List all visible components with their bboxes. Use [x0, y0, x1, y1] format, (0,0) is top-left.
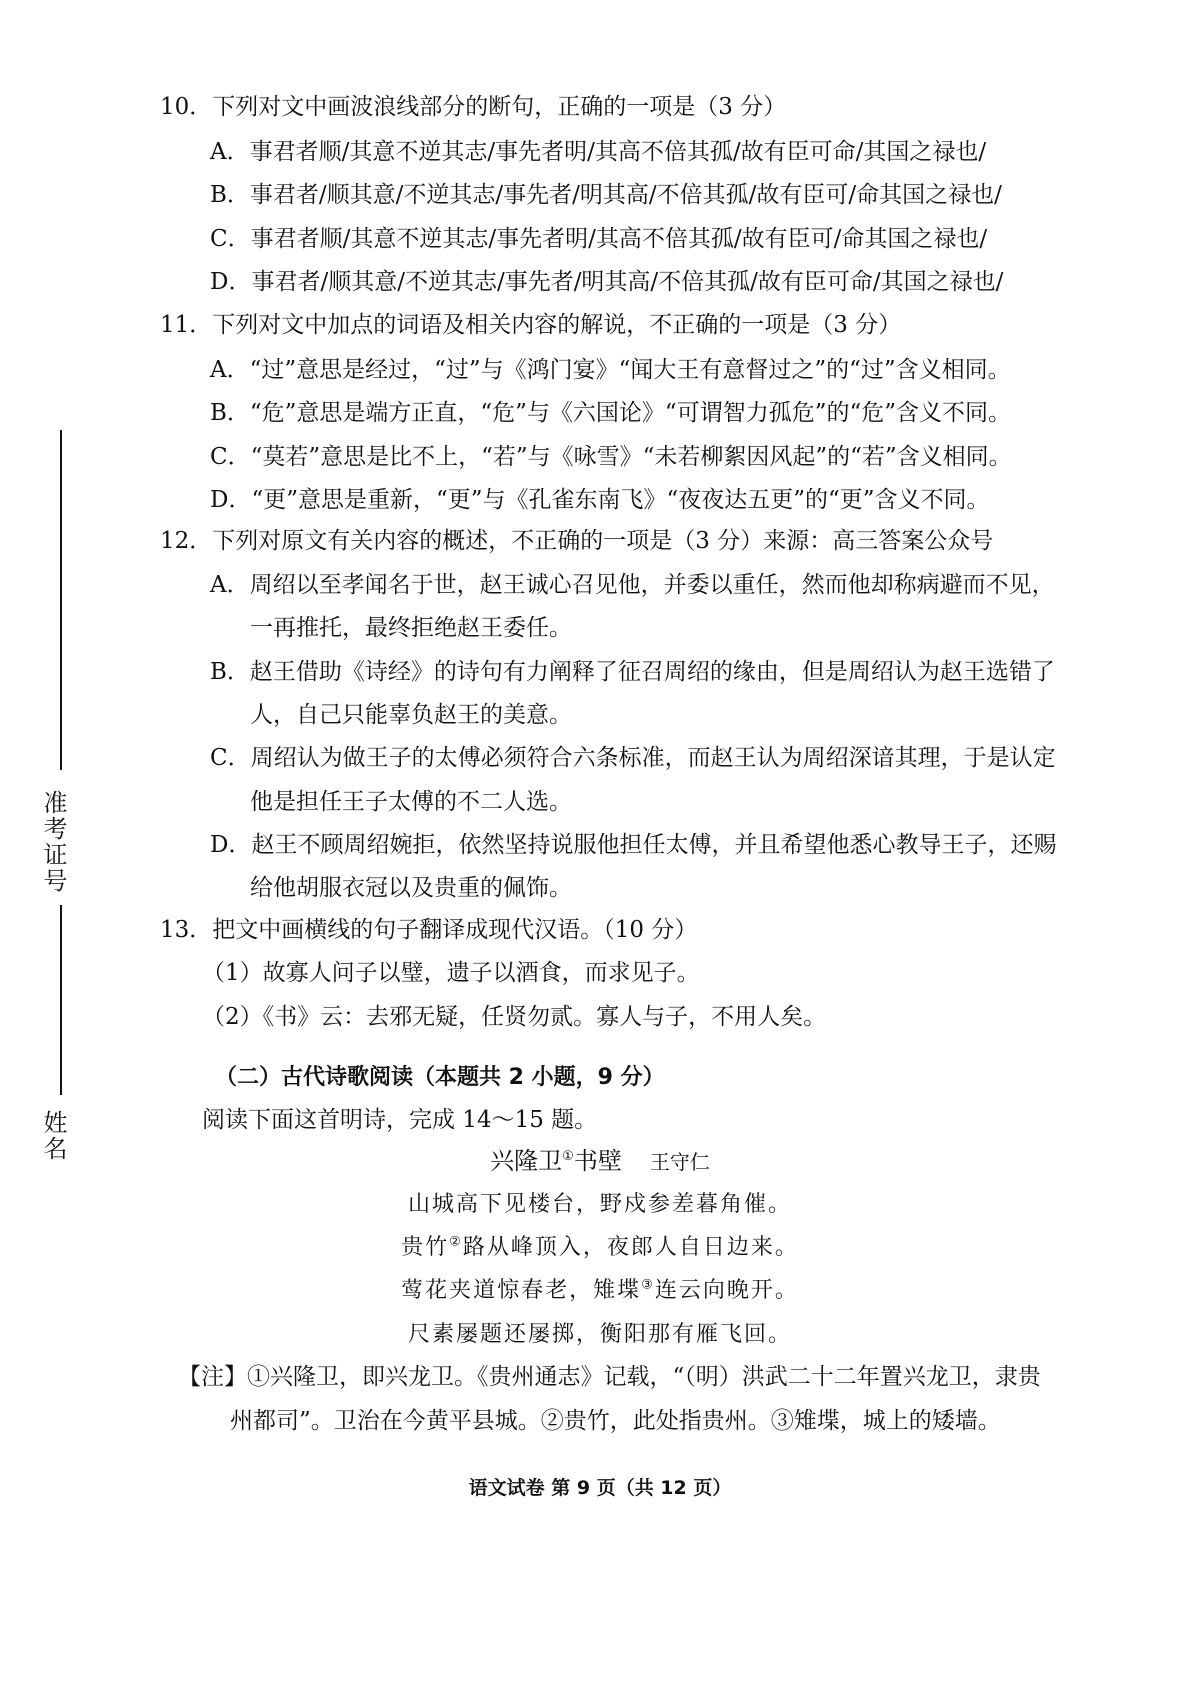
question-11-option-d: D．“更”意思是重新，“更”与《孔雀东南飞》“夜夜达五更”的“更”含义不同。: [210, 487, 990, 513]
poem-title-note-mark: ①: [562, 1149, 574, 1164]
poem-line-3: [0, 1276, 1200, 1306]
note-line-1: 【注】①兴隆卫，即兴龙卫。《贵州通志》记载，“（明）洪武二十二年置兴龙卫，隶贵: [178, 1364, 1041, 1390]
poem-title-rest: 书壁: [573, 1147, 622, 1175]
poem-line-4-text: 尺素屡题还屡掷，衡阳那有雁飞回。: [407, 1322, 792, 1347]
poem-line-4: [0, 1320, 1200, 1350]
question-10-option-c: C．事君者顺/其意不逆其志/事先者明/其高不倍其孤/故有臣可/命其国之禄也/: [210, 226, 988, 252]
poem-author: 王守仁: [649, 1150, 710, 1174]
question-11-option-b: B．“危”意思是端方正直，“危”与《六国论》“可谓智力孤危”的“危”含义不同。: [210, 400, 1011, 426]
question-10-option-a: A．事君者顺/其意不逆其志/事先者明/其高不倍其孤/故有臣可命/其国之禄也/: [210, 139, 987, 165]
question-11-option-a: A．“过”意思是经过，“过”与《鸿门宴》“闻大王有意督过之”的“过”含义相同。: [210, 357, 1011, 383]
question-10-option-d: D．事君者/顺其意/不逆其志/事先者/明其高/不倍其孤/故有臣可命/其国之禄也/: [210, 269, 1004, 295]
name-label: 姓名: [39, 1110, 67, 1162]
question-12-option-a: A．周绍以至孝闻名于世，赵王诚心召见他，并委以重任，然而他却称病避而不见，: [210, 572, 1055, 598]
question-13-item-2: （2）《书》云：去邪无疑，任贤勿贰。寡人与子，不用人矣。: [202, 1004, 827, 1030]
poem-line-2-text-a: 贵竹: [401, 1235, 450, 1260]
poem-line-1-text: 山城高下见楼台，野戍参差暮角催。: [407, 1192, 792, 1217]
question-12-option-b-cont: 人，自己只能辜负赵王的美意。: [250, 702, 572, 728]
note-line-2: 州都司”。卫治在今黄平县城。②贵竹，此处指贵州。③雉堞，城上的矮墙。: [230, 1408, 1001, 1434]
poem-line-3-text-a: 莺花夹道惊春老，雉堞: [401, 1278, 642, 1303]
question-13-item-1: （1）故寡人问子以璧，遗子以酒食，而求见子。: [202, 960, 700, 986]
question-12-option-d: D．赵王不顾周绍婉拒，依然坚持说服他担任太傅，并且希望他悉心教导王子，还赐: [210, 832, 1057, 858]
question-12-option-d-cont: 给他胡服衣冠以及贵重的佩饰。: [250, 875, 572, 901]
question-12-option-a-cont: 一再推托，最终拒绝赵王委任。: [250, 615, 572, 641]
question-13-stem: 13．把文中画横线的句子翻译成现代汉语。（10 分）: [160, 917, 698, 943]
poem-line-3-text-b: 连云向晚开。: [654, 1278, 799, 1303]
side-rule-top: [60, 430, 62, 770]
exam-id-label: 准考证号: [39, 790, 67, 894]
question-10-option-b: B．事君者/顺其意/不逆其志/事先者/明其高/不倍其孤/故有臣可/命其国之禄也/: [210, 182, 1002, 208]
section-heading: （二）古代诗歌阅读（本题共 2 小题，9 分）: [215, 1065, 665, 1090]
poem-line-3-note-mark: ③: [641, 1277, 655, 1293]
side-rule-middle: [60, 905, 62, 1095]
poem-line-1: [0, 1190, 1200, 1220]
poem-title-text: 兴隆卫: [490, 1147, 563, 1175]
section-instruction: 阅读下面这首明诗，完成 14～15 题。: [202, 1107, 598, 1133]
question-12-option-c: C．周绍认为做王子的太傅必须符合六条标准，而赵王认为周绍深谙其理，于是认定: [210, 745, 1056, 771]
poem-line-2-text-b: 路从峰顶入，夜郎人自日边来。: [462, 1235, 799, 1260]
question-11-option-c: C．“莫若”意思是比不上，“若”与《咏雪》“未若柳絮因风起”的“若”含义相同。: [210, 444, 1012, 470]
question-10-stem: 10．下列对文中画波浪线部分的断句，正确的一项是（3 分）: [160, 94, 787, 120]
poem-line-2: [0, 1233, 1200, 1263]
question-12-option-c-cont: 他是担任王子太傅的不二人选。: [250, 789, 572, 815]
page-footer: 语文试卷 第 9 页（共 12 页）: [468, 1477, 732, 1499]
question-11-stem: 11．下列对文中加点的词语及相关内容的解说，不正确的一项是（3 分）: [160, 312, 902, 338]
poem-line-2-note-mark: ②: [449, 1234, 463, 1250]
question-12-option-b: B．赵王借助《诗经》的诗句有力阐释了征召周绍的缘由，但是周绍认为赵王选错了: [210, 659, 1055, 685]
question-12-stem: 12．下列对原文有关内容的概述，不正确的一项是（3 分）来源：高三答案公众号: [160, 528, 994, 554]
poem-title: [0, 1146, 1200, 1177]
